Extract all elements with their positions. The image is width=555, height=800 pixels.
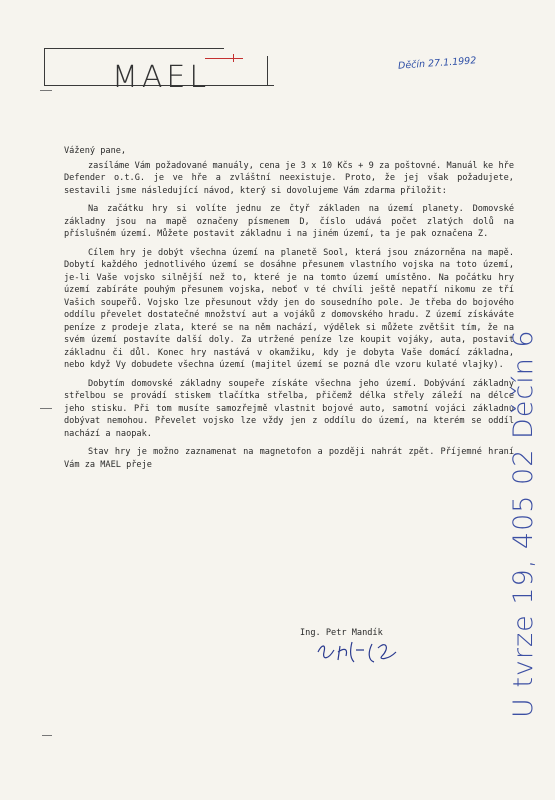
margin-tick (42, 735, 52, 736)
paragraph-5: Stav hry je možno zaznamenat na magnetofon a později nahrát zpět. Příjemné hraní Vám za MAEL přeje (64, 447, 514, 470)
address-stamp: U tvrze 19, 405 02 Děčín 6 (508, 329, 539, 718)
paragraph-2: Na začátku hry si volíte jednu ze čtyř základen na území planety. Domovské základny jsou na mapě označeny písmenem D, číslo udává počet zlatých dolů na příslušném území. Můžete postavit základnu i na jiném území, ta je pak označena Z. (64, 204, 514, 239)
paragraph-4: Dobytím domovské základny soupeře získáte všechna jeho území. Dobývání základny střelbou se provádí stiskem tlačítka střelba, přičemž délka střely záleží na délce jeho stisku. Při tom musíte samozřejmě vlastnit bojové auto, samotní vojáci základnu dobývat nemohou. Převelet vojsko lze vždy jen z oddílu do území, na kterém se oddíl nachází a naopak. (64, 378, 514, 439)
letterhead-frame-top (44, 48, 224, 49)
salutation: Vážený pane, (64, 146, 127, 156)
paragraph-1: zasíláme Vám požadované manuály, cena je 3 x 10 Kčs + 9 za poštovné. Manuál ke hře Defender o.t.G. je ve hře a zvláštní neexistuje. Proto, že jej však požadujete, sestavili jsme následující návod, který si dovolujeme Vám zdarma přiložit: (64, 160, 514, 196)
letterhead-red-line (205, 58, 243, 59)
handwritten-place-date: Děčín 27.1.1992 (397, 55, 477, 72)
margin-tick (40, 408, 52, 409)
letter-body (64, 145, 514, 477)
company-logo: MAEL (112, 60, 211, 95)
paragraph-3: Cílem hry je dobýt všechna území na planetě Sool, která jsou znázorněna na mapě. Dobytí každého jednotlivého území se dosáhne přesunem vlastního vojska na toto území, je-li Vaše vojsko silnější než to, které je na tomto území umístěno. Na počátku hry území zabíráte pouhým přesunem vojska, neboť v té chvíli ještě nepatří nikomu ze tří Vašich soupeřů. Vojsko lze přesunout vždy jen do sousedního pole. Je třeba do bojového oddílu převelet dostatečné množství aut a vojáků z domovského hradu. Z území získáváte peníze z prodeje zlata, které se na něm nachází, výdělek si můžete zvětšit tím, že na svém území postavíte další doly. Za utržené peníze lze koupit vojáky, auta, postavit základnu či důl. Konec hry nastává v okamžiku, kdy je dobyta Vaše domácí základna, nebo když Vy dobudete všechna území (majitel území se pozná dle vzoru kulaté vlajky). (64, 247, 514, 370)
letterhead-frame-left (44, 48, 45, 85)
letterhead-red-tick (233, 54, 234, 62)
letterhead-frame-right (267, 56, 268, 85)
handwritten-signature (316, 638, 426, 666)
signature-name: Ing. Petr Mandík (300, 628, 383, 638)
margin-tick (40, 90, 52, 91)
